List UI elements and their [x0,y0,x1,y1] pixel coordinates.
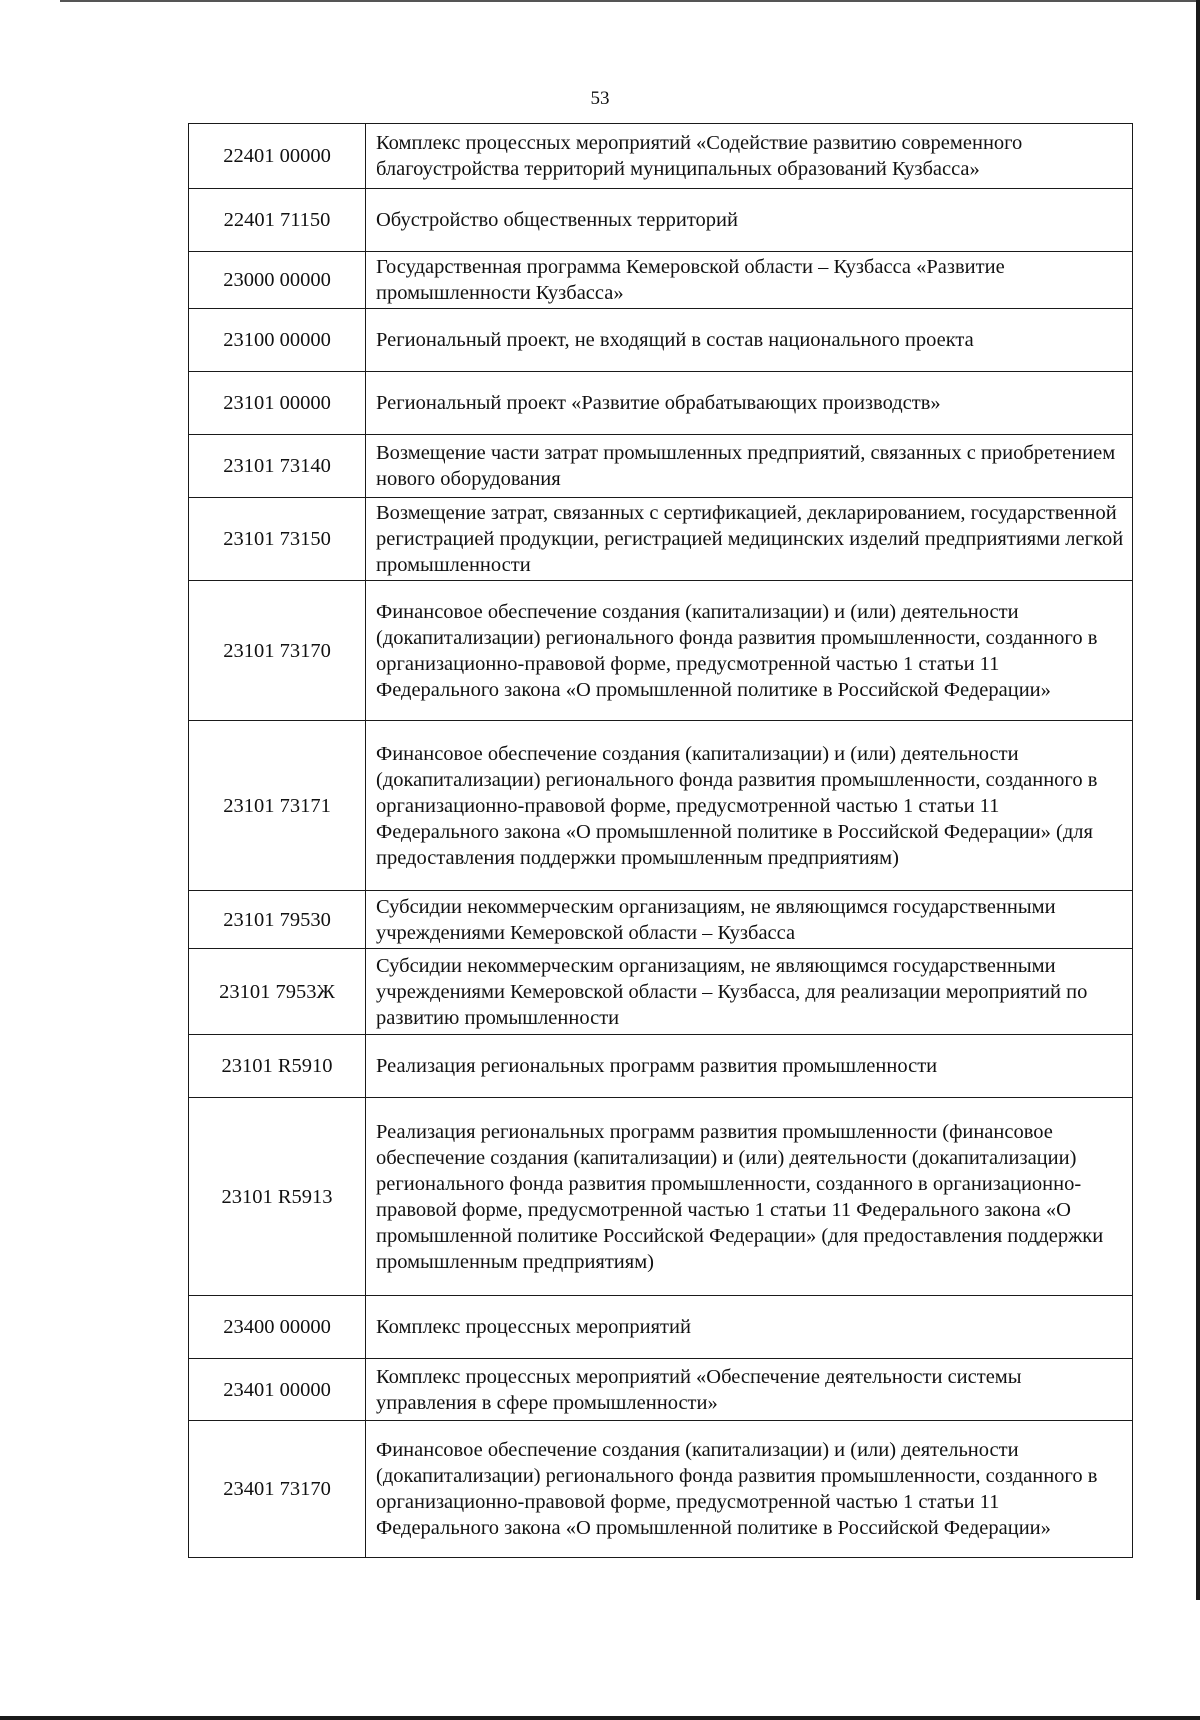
code-cell: 23101 73170 [189,581,366,721]
description-cell: Комплекс процессных мероприятий [366,1296,1133,1359]
table-row [189,498,1133,581]
page-number: 53 [590,88,610,109]
table-row [189,1421,1133,1558]
code-cell: 23101 79530 [189,891,366,949]
table-row [189,891,1133,949]
table-row [189,581,1133,721]
description-cell: Возмещение части затрат промышленных предприятий, связанных с приобретением нового оборудования [366,435,1133,498]
table-row [189,949,1133,1035]
description-cell: Реализация региональных программ развития промышленности [366,1035,1133,1098]
code-cell: 23400 00000 [189,1296,366,1359]
description-cell: Субсидии некоммерческим организациям, не являющимся государственными учреждениями Кемеровской области – Кузбасса, для реализации мероприятий по развитию промышленности [366,949,1133,1035]
description-cell: Региональный проект, не входящий в состав национального проекта [366,309,1133,372]
code-cell: 23100 00000 [189,309,366,372]
table-row [189,309,1133,372]
table-row [189,435,1133,498]
table-row [189,1098,1133,1296]
code-cell: 23101 7953Ж [189,949,366,1035]
code-cell: 23401 73170 [189,1421,366,1558]
scan-edge-top [60,0,1200,2]
description-cell: Финансовое обеспечение создания (капитализации) и (или) деятельности (докапитализации) регионального фонда развития промышленности, созданного в организационно-правовой форме, предусмотренной частью 1 статьи 11 Федерального закона «О промышленной политике в Российской Федерации» [366,1421,1133,1558]
table-row [189,124,1133,189]
description-cell: Финансовое обеспечение создания (капитализации) и (или) деятельности (докапитализации) регионального фонда развития промышленности, созданного в организационно-правовой форме, предусмотренной частью 1 статьи 11 Федерального закона «О промышленной политике в Российской Федерации» (для предоставления поддержки промышленным предприятиям) [366,721,1133,891]
table-row [189,1296,1133,1359]
table-row [189,721,1133,891]
description-cell: Финансовое обеспечение создания (капитализации) и (или) деятельности (докапитализации) регионального фонда развития промышленности, созданного в организационно-правовой форме, предусмотренной частью 1 статьи 11 Федерального закона «О промышленной политике в Российской Федерации» [366,581,1133,721]
table-row [189,372,1133,435]
description-cell: Региональный проект «Развитие обрабатывающих производств» [366,372,1133,435]
code-cell: 22401 00000 [189,124,366,189]
description-cell: Комплекс процессных мероприятий «Обеспечение деятельности системы управления в сфере промышленности» [366,1359,1133,1421]
description-cell: Возмещение затрат, связанных с сертификацией, декларированием, государственной регистрацией продукции, регистрацией медицинских изделий предприятиями легкой промышленности [366,498,1133,581]
scan-edge-right [1196,0,1200,1600]
description-cell: Обустройство общественных территорий [366,189,1133,252]
table-row [189,1035,1133,1098]
description-cell: Государственная программа Кемеровской области – Кузбасса «Развитие промышленности Кузбасса» [366,252,1133,309]
code-cell: 23101 00000 [189,372,366,435]
description-cell: Комплекс процессных мероприятий «Содействие развитию современного благоустройства территорий муниципальных образований Кузбасса» [366,124,1133,189]
code-cell: 23101 R5913 [189,1098,366,1296]
code-cell: 23101 73150 [189,498,366,581]
table-row [189,189,1133,252]
code-cell: 23101 73140 [189,435,366,498]
table-row [189,252,1133,309]
code-cell: 23101 73171 [189,721,366,891]
code-cell: 23401 00000 [189,1359,366,1421]
code-cell: 23101 R5910 [189,1035,366,1098]
budget-code-table [188,123,1133,1558]
description-cell: Реализация региональных программ развития промышленности (финансовое обеспечение создания (капитализации) и (или) деятельности (докапитализации) регионального фонда развития промышленности, созданного в организационно-правовой форме, предусмотренной частью 1 статьи 11 Федерального закона «О промышленной политике Российской Федерации» (для предоставления поддержки промышленным предприятиям) [366,1098,1133,1296]
table-row [189,1359,1133,1421]
code-cell: 22401 71150 [189,189,366,252]
description-cell: Субсидии некоммерческим организациям, не являющимся государственными учреждениями Кемеровской области – Кузбасса [366,891,1133,949]
scan-edge-bottom [0,1716,1200,1720]
code-cell: 23000 00000 [189,252,366,309]
